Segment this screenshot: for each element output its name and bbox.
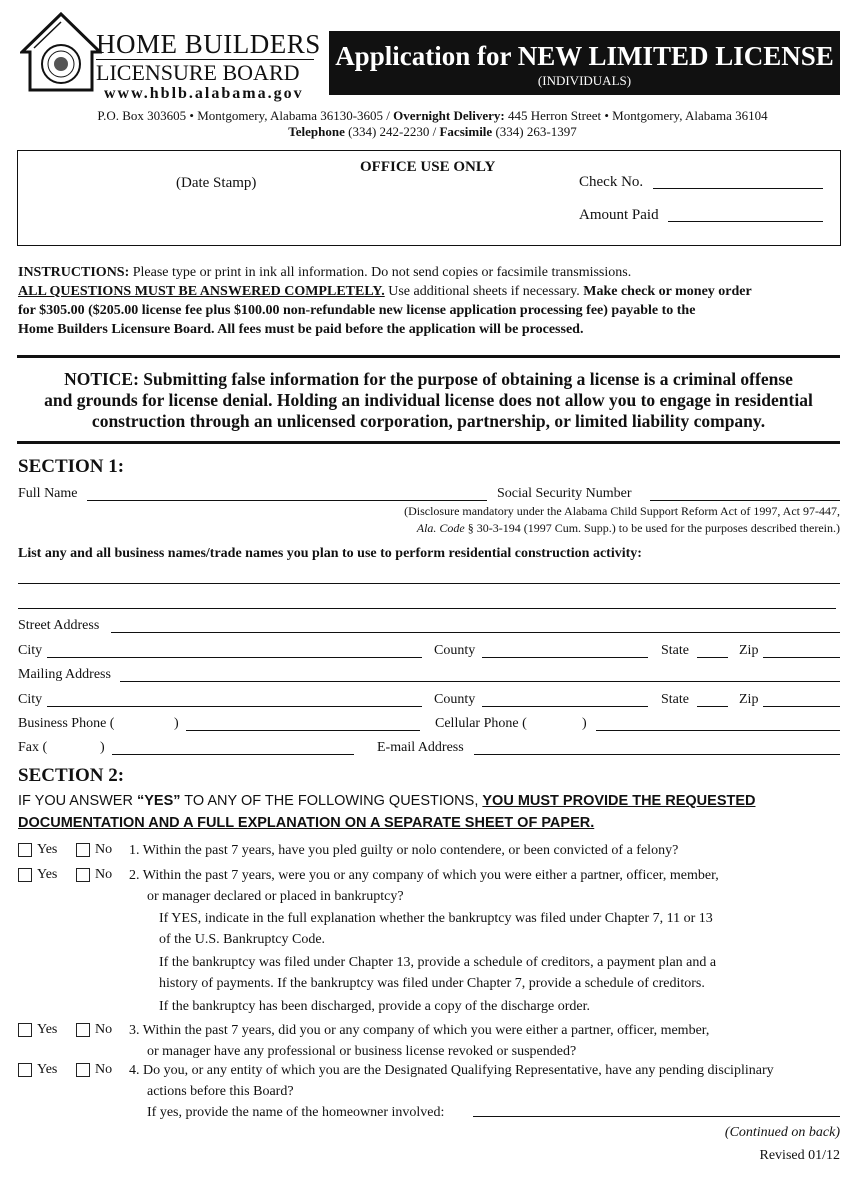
board-logo [20,12,102,94]
notice-bottom-rule [17,441,840,444]
business-phone-label: Business Phone ( [18,716,115,731]
notice: NOTICE: Submitting false information for the purpose of obtaining a license is a criminal offense and grounds for license denial. Holding an individual license does not allow you to engage in residential construction through an unlicensed corporation, partnership, or limited liability company. [44,369,813,431]
ssn-label: Social Security Number [497,486,632,501]
email-label: E-mail Address [377,740,464,755]
revision-date: Revised 01/12 [759,1148,840,1163]
state-label: State [661,643,689,658]
question-3: 3. Within the past 7 years, did you or any company of which you were either a partner, officer, member, or manager have any professional or business license revoked or suspended? [129,1023,710,1059]
q4-yes[interactable]: Yes [18,1062,57,1078]
cell-phone-label: Cellular Phone ( [435,716,527,731]
mailing-state-label: State [661,692,689,707]
amount-paid-label: Amount Paid [579,207,659,223]
instructions: INSTRUCTIONS: Please type or print in ink all information. Do not send copies or facsimile transmissions. ALL QUESTIONS MUST BE ANSWERED COMPLETELY. Use additional sheets if necessary. Make check or money order for $305.00 ($205.00 license fee plus $100.00 non-refundable new license application processing fee) payable to the Home Builders Licensure Board. All fees must be paid before the application will be processed. [18,265,752,337]
question-4: 4. Do you, or any entity of which you are the Designated Qualifying Representative, have any pending disciplinary actions before this Board? If yes, provide the name of the homeowner involved: [129,1063,774,1120]
q3-yes[interactable]: Yes [18,1022,57,1038]
continued-note: (Continued on back) [724,1125,840,1140]
disclosure-note: (Disclosure mandatory under the Alabama Child Support Reform Act of 1997, Act 97-447, Ala. Code § 30-3-194 (1997 Cum. Supp.) to be used for the purposes described therein.) [404,504,840,535]
q3-yes-checkbox[interactable] [18,1023,32,1037]
city-field[interactable] [47,657,422,658]
section2-heading: SECTION 2: [18,765,125,786]
question-2-details: If YES, indicate in the full explanation whether the bankruptcy was filed under Chapter 7, 11 or 13 of the U.S. Bankruptcy Code. If the bankruptcy was filed under Chapter 13, provide a schedule of creditors, a payment plan and a history of payments. If the bankruptcy was filed under Chapter 7, provide a schedule of creditors. If the bankruptcy has been discharged, provide a copy of the discharge order. [159,911,717,1014]
q1-yes[interactable]: Yes [18,842,57,858]
email-field[interactable] [474,754,840,755]
q2-yes[interactable]: Yes [18,867,57,883]
q1-no[interactable]: No [76,842,112,858]
business-names-field-2[interactable] [18,608,836,609]
section1-heading: SECTION 1: [18,456,125,477]
street-address-field[interactable] [111,632,840,633]
board-name-line1: HOME BUILDERS [96,29,321,59]
business-phone-paren: ) [174,716,179,731]
city-label: City [18,643,43,658]
state-field[interactable] [697,657,728,658]
mailing-address-field[interactable] [120,681,840,682]
county-label: County [434,643,476,658]
q3-no[interactable]: No [76,1022,112,1038]
ssn-field[interactable] [650,500,840,501]
q2-no-checkbox[interactable] [76,868,90,882]
mailing-address-label: Mailing Address [18,667,111,682]
business-names-label: List any and all business names/trade names you plan to use to perform residential construction activity: [18,546,642,561]
check-no-field[interactable] [653,188,823,189]
mailing-state-field[interactable] [697,706,728,707]
zip-label: Zip [739,643,759,658]
office-use-title: OFFICE USE ONLY [360,159,496,175]
street-address-label: Street Address [18,618,100,633]
business-names-field-1[interactable] [18,583,840,584]
notice-top-rule [17,355,840,358]
title-banner [329,31,840,95]
fax-paren: ) [100,740,105,755]
fax-field[interactable] [112,754,354,755]
website: www.hblb.alabama.gov [104,85,304,102]
question-1: 1. Within the past 7 years, have you pled guilty or nolo contendere, or been convicted of a felony? [129,843,679,858]
homeowner-name-field[interactable] [473,1116,840,1117]
question-2: 2. Within the past 7 years, were you or any company of which you were either a partner, officer, member, or manager declared or placed in bankruptcy? [129,868,719,904]
q2-no[interactable]: No [76,867,112,883]
q3-no-checkbox[interactable] [76,1023,90,1037]
full-name-label: Full Name [18,486,78,501]
date-stamp-label: (Date Stamp) [176,175,257,191]
contact-line: Telephone (334) 242-2230 / Facsimile (334) 263-1397 [288,124,577,139]
business-phone-field[interactable] [186,730,420,731]
form-subtitle: (INDIVIDUALS) [537,73,632,88]
full-name-field[interactable] [87,500,487,501]
fax-label: Fax ( [18,740,48,755]
address-line: P.O. Box 303605 • Montgomery, Alabama 36130-3605 / Overnight Delivery: 445 Herron Street • Montgomery, Alabama 36104 [97,108,768,123]
check-no-label: Check No. [579,174,644,190]
q4-yes-checkbox[interactable] [18,1063,32,1077]
board-name-line2: LICENSURE BOARD [96,60,300,85]
form-title: Application for NEW LIMITED LICENSE [335,41,834,71]
mailing-county-field[interactable] [482,706,648,707]
county-field[interactable] [482,657,648,658]
section2-intro: IF YOU ANSWER “YES” TO ANY OF THE FOLLOWING QUESTIONS, YOU MUST PROVIDE THE REQUESTED DOCUMENTATION AND A FULL EXPLANATION ON A SEPARATE SHEET OF PAPER. [18,793,756,831]
q1-yes-checkbox[interactable] [18,843,32,857]
q4-no[interactable]: No [76,1062,112,1078]
mailing-zip-label: Zip [739,692,759,707]
q2-yes-checkbox[interactable] [18,868,32,882]
cell-phone-field[interactable] [596,730,840,731]
q4-no-checkbox[interactable] [76,1063,90,1077]
zip-field[interactable] [763,657,840,658]
mailing-zip-field[interactable] [763,706,840,707]
mailing-city-field[interactable] [47,706,422,707]
cell-phone-paren: ) [582,716,587,731]
amount-paid-field[interactable] [668,221,823,222]
q1-no-checkbox[interactable] [76,843,90,857]
mailing-county-label: County [434,692,476,707]
mailing-city-label: City [18,692,43,707]
